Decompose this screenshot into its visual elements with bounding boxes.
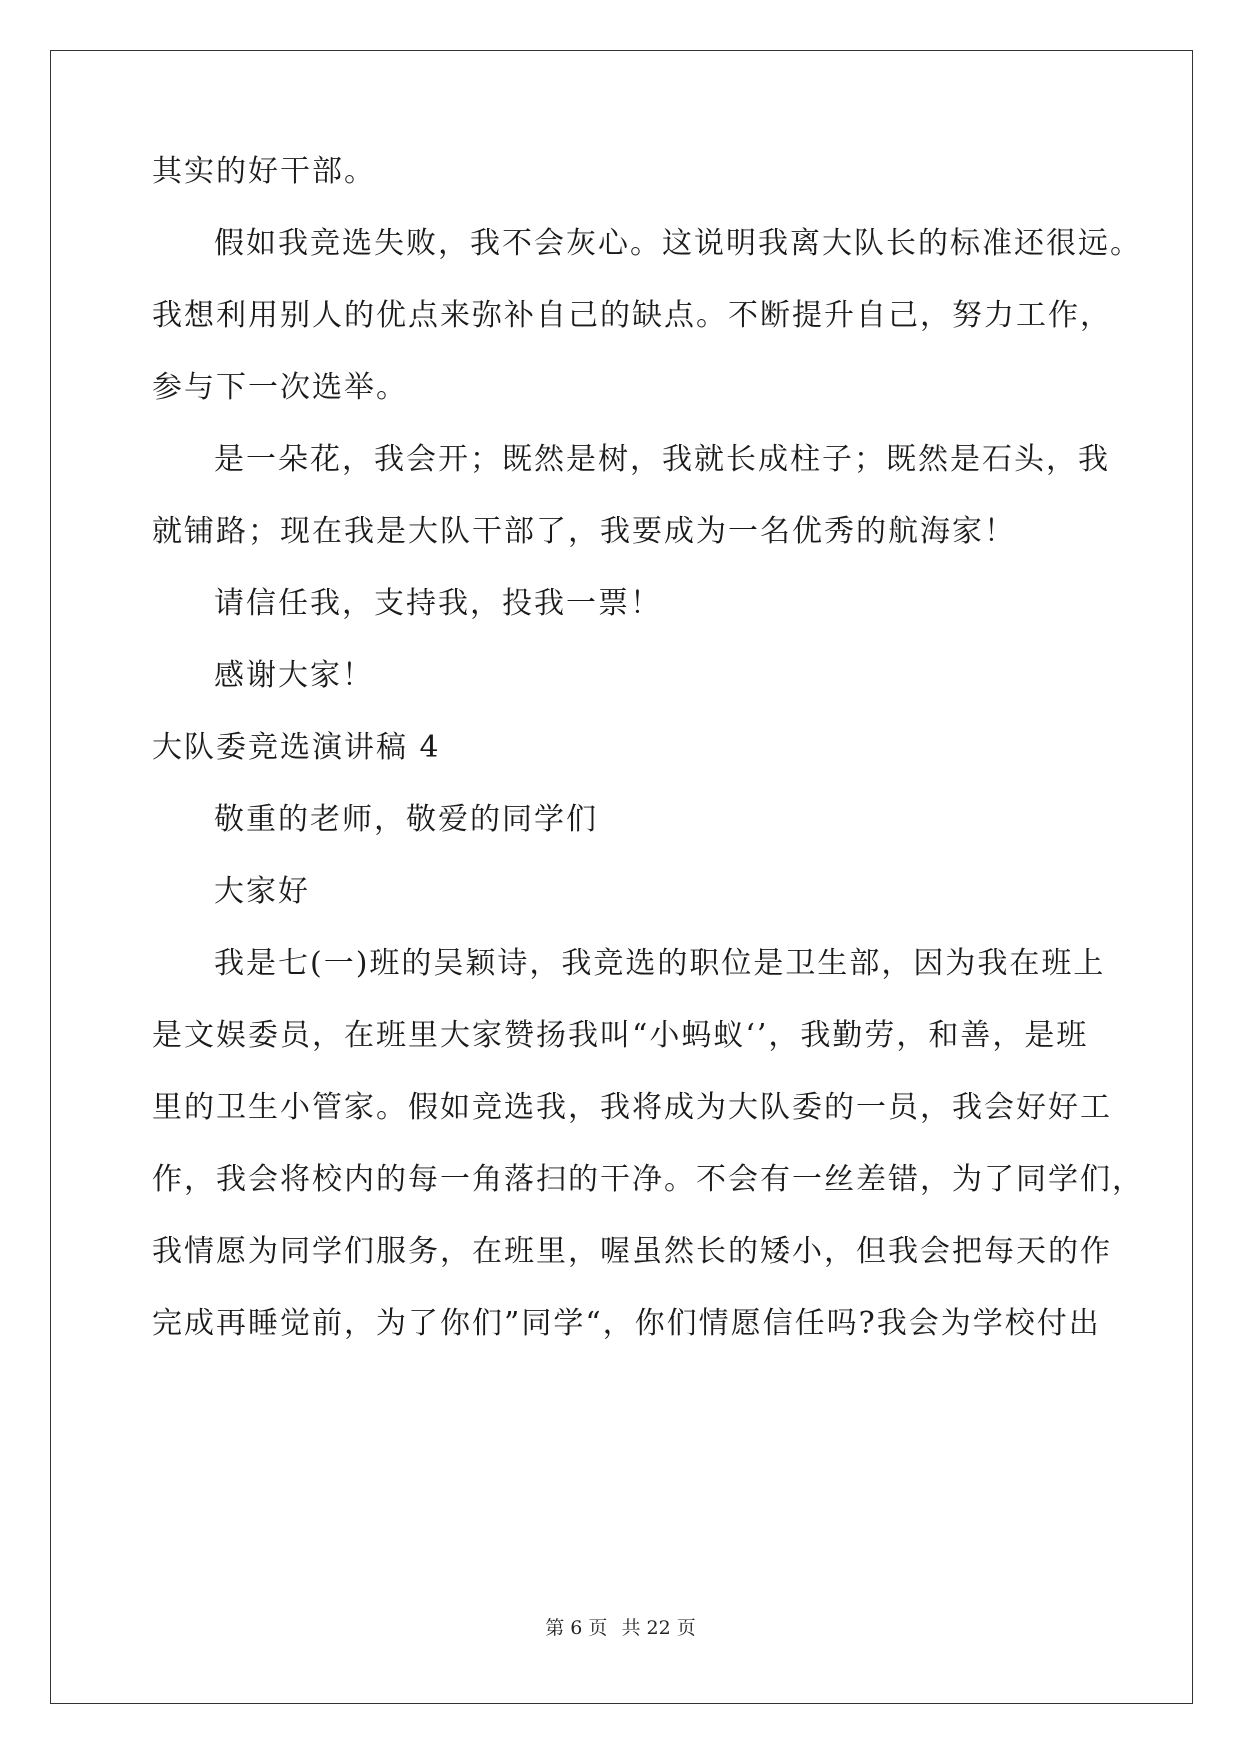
text-line: 其实的好干部。 [152, 154, 376, 189]
text-line: 请信任我，支持我，投我一票！ [214, 586, 662, 621]
text-line: 大家好 [214, 874, 310, 909]
text-line: 作，我会将校内的每一角落扫的干净。不会有一丝差错，为了同学们， [152, 1162, 1144, 1197]
text-line: 我想利用别人的优点来弥补自己的缺点。不断提升自己，努力工作， [152, 298, 1112, 333]
text-line: 我情愿为同学们服务，在班里，喔虽然长的矮小，但我会把每天的作 [152, 1234, 1112, 1269]
text-line: 我是七(一)班的吴颖诗，我竞选的职位是卫生部，因为我在班上 [214, 946, 1106, 981]
text-line: 是文娱委员，在班里大家赞扬我叫“小蚂蚁‘’，我勤劳，和善，是班 [152, 1018, 1089, 1053]
section-heading: 大队委竞选演讲稿 4 [152, 730, 441, 765]
text-line: 假如我竞选失败，我不会灰心。这说明我离大队长的标准还很远。 [214, 226, 1142, 261]
page-footer [0, 1616, 1241, 1640]
text-line: 完成再睡觉前，为了你们”同学“，你们情愿信任吗?我会为学校付出 [152, 1306, 1101, 1341]
text-line: 参与下一次选举。 [152, 370, 408, 405]
text-line: 是一朵花，我会开；既然是树，我就长成柱子；既然是石头，我 [214, 442, 1110, 477]
text-line: 感谢大家！ [214, 658, 374, 693]
page-total: 共 22 页 [621, 1617, 696, 1639]
page-number: 第 6 页 [545, 1617, 608, 1639]
text-line: 就铺路；现在我是大队干部了，我要成为一名优秀的航海家！ [152, 514, 1016, 549]
text-line: 敬重的老师，敬爱的同学们 [214, 802, 598, 837]
text-line: 里的卫生小管家。假如竞选我，我将成为大队委的一员，我会好好工 [152, 1090, 1112, 1125]
